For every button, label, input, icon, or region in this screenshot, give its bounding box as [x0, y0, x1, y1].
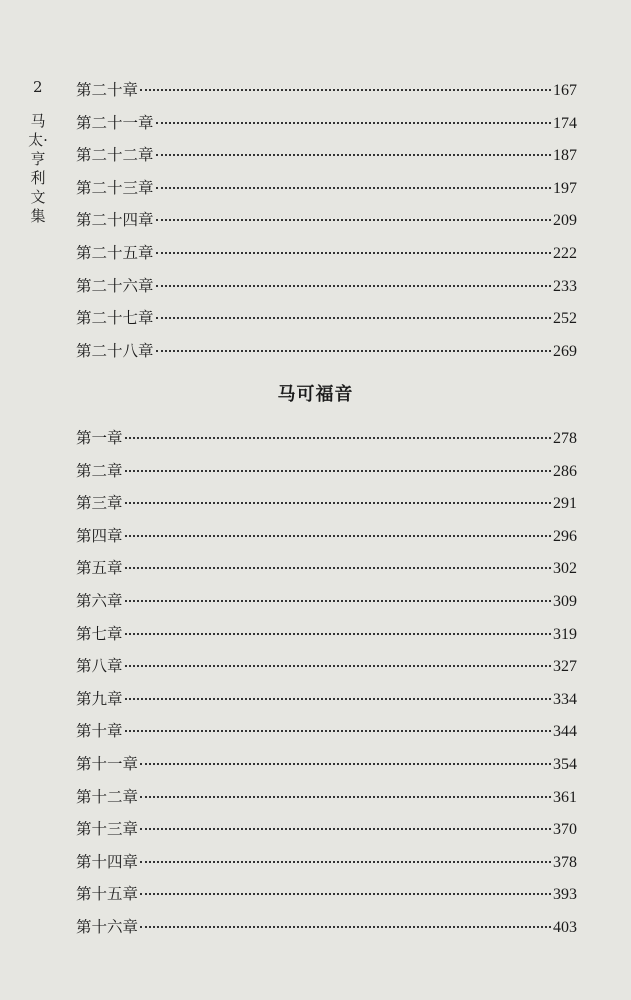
toc-entry	[76, 487, 577, 520]
toc-entry-label: 第七章	[76, 624, 123, 643]
toc-entry-page: 209	[553, 212, 577, 230]
toc-entry-page: 174	[553, 114, 577, 132]
toc-entry-label: 第十三章	[76, 820, 139, 839]
toc-entry-label: 第二十三章	[76, 178, 154, 197]
toc-entry-label: 第十四章	[76, 852, 139, 871]
dot-leader	[156, 122, 551, 124]
toc-entry-page: 354	[553, 755, 577, 773]
toc-entry-page: 327	[553, 658, 577, 676]
toc-entry	[76, 74, 577, 107]
toc-entry-label: 第五章	[76, 559, 123, 578]
toc-entry-page: 319	[553, 625, 577, 643]
dot-leader	[140, 89, 551, 91]
dot-leader	[125, 470, 551, 472]
toc-entry-page: 309	[553, 592, 577, 610]
toc-entry-page: 291	[553, 495, 577, 513]
toc-entry-page: 252	[553, 310, 577, 328]
running-head: 马太·亨利文集	[28, 112, 48, 225]
dot-leader	[140, 763, 551, 765]
dot-leader	[125, 535, 551, 537]
toc-entry-label: 第十六章	[76, 917, 139, 936]
toc-entry	[76, 911, 577, 944]
dot-leader	[125, 437, 551, 439]
toc-entry-page: 393	[553, 886, 577, 904]
toc-entry	[76, 748, 577, 781]
toc-entry-page: 296	[553, 527, 577, 545]
dot-leader	[140, 926, 551, 928]
toc-entry-label: 第二十章	[76, 81, 139, 99]
dot-leader	[125, 633, 551, 635]
dot-leader	[125, 600, 551, 602]
toc-entry-label: 第二十一章	[76, 113, 154, 132]
toc-entry-label: 第二十八章	[76, 341, 154, 360]
toc-list-mark	[76, 422, 577, 944]
toc-entry-label: 第二章	[76, 461, 123, 480]
dot-leader	[125, 665, 551, 667]
dot-leader	[140, 861, 551, 863]
toc-entry-page: 361	[553, 788, 577, 806]
dot-leader	[140, 828, 551, 830]
page-number: 2	[33, 78, 43, 96]
toc-entry	[76, 335, 577, 368]
toc-entry	[76, 270, 577, 303]
toc-entry-label: 第九章	[76, 689, 123, 708]
toc-entry-page: 197	[553, 179, 577, 197]
dot-leader	[156, 187, 551, 189]
dot-leader	[125, 567, 551, 569]
toc-entry	[76, 520, 577, 553]
toc-entry-page: 378	[553, 853, 577, 871]
dot-leader	[156, 154, 551, 156]
toc-entry-label: 第三章	[76, 494, 123, 513]
dot-leader	[156, 317, 551, 319]
toc-entry-page: 233	[553, 277, 577, 295]
toc-entry	[76, 650, 577, 683]
toc-entry-label: 第二十六章	[76, 276, 154, 295]
toc-entry-label: 第十二章	[76, 787, 139, 806]
toc-entry-page: 334	[553, 690, 577, 708]
toc-entry-label: 第十五章	[76, 885, 139, 904]
toc-entry-page: 187	[553, 147, 577, 165]
toc-entry	[76, 585, 577, 618]
dot-leader	[125, 502, 551, 504]
dot-leader	[140, 796, 551, 798]
toc-entry	[76, 715, 577, 748]
toc-entry-page: 278	[553, 430, 577, 447]
toc-entry	[76, 813, 577, 846]
toc-entry	[76, 552, 577, 585]
dot-leader	[156, 285, 551, 287]
dot-leader	[125, 698, 551, 700]
toc-entry	[76, 455, 577, 488]
toc-entry-label: 第十章	[76, 722, 123, 741]
toc-entry	[76, 139, 577, 172]
toc-entry	[76, 683, 577, 716]
toc-entry	[76, 302, 577, 335]
dot-leader	[140, 893, 551, 895]
toc-entry-page: 302	[553, 560, 577, 578]
section-heading: 马可福音	[277, 384, 354, 405]
dot-leader	[156, 252, 551, 254]
toc-entry-label: 第八章	[76, 657, 123, 676]
toc-entry	[76, 107, 577, 140]
toc-entry	[76, 237, 577, 270]
toc-entry	[76, 781, 577, 814]
toc-entry-page: 403	[553, 918, 577, 936]
toc-entry-label: 第二十五章	[76, 243, 154, 262]
toc-entry-label: 第二十二章	[76, 146, 154, 165]
toc-entry-label: 第二十七章	[76, 309, 154, 328]
toc-entry-label: 第十一章	[76, 754, 139, 773]
toc-entry-page: 167	[553, 82, 577, 99]
toc-entry	[76, 204, 577, 237]
dot-leader	[156, 219, 551, 221]
toc-entry-page: 286	[553, 462, 577, 480]
dot-leader	[156, 350, 551, 352]
toc-entry	[76, 846, 577, 879]
toc-entry-label: 第一章	[76, 429, 123, 447]
toc-entry-label: 第二十四章	[76, 211, 154, 230]
toc-entry-label: 第六章	[76, 591, 123, 610]
toc-entry-page: 344	[553, 723, 577, 741]
toc-entry-page: 222	[553, 244, 577, 262]
dot-leader	[125, 730, 551, 732]
toc-entry-page: 370	[553, 821, 577, 839]
toc-entry	[76, 422, 577, 455]
toc-list-matthew	[76, 74, 577, 367]
toc-entry-page: 269	[553, 342, 577, 360]
toc-entry	[76, 878, 577, 911]
toc-entry	[76, 618, 577, 651]
toc-entry	[76, 172, 577, 205]
toc-entry-label: 第四章	[76, 526, 123, 545]
